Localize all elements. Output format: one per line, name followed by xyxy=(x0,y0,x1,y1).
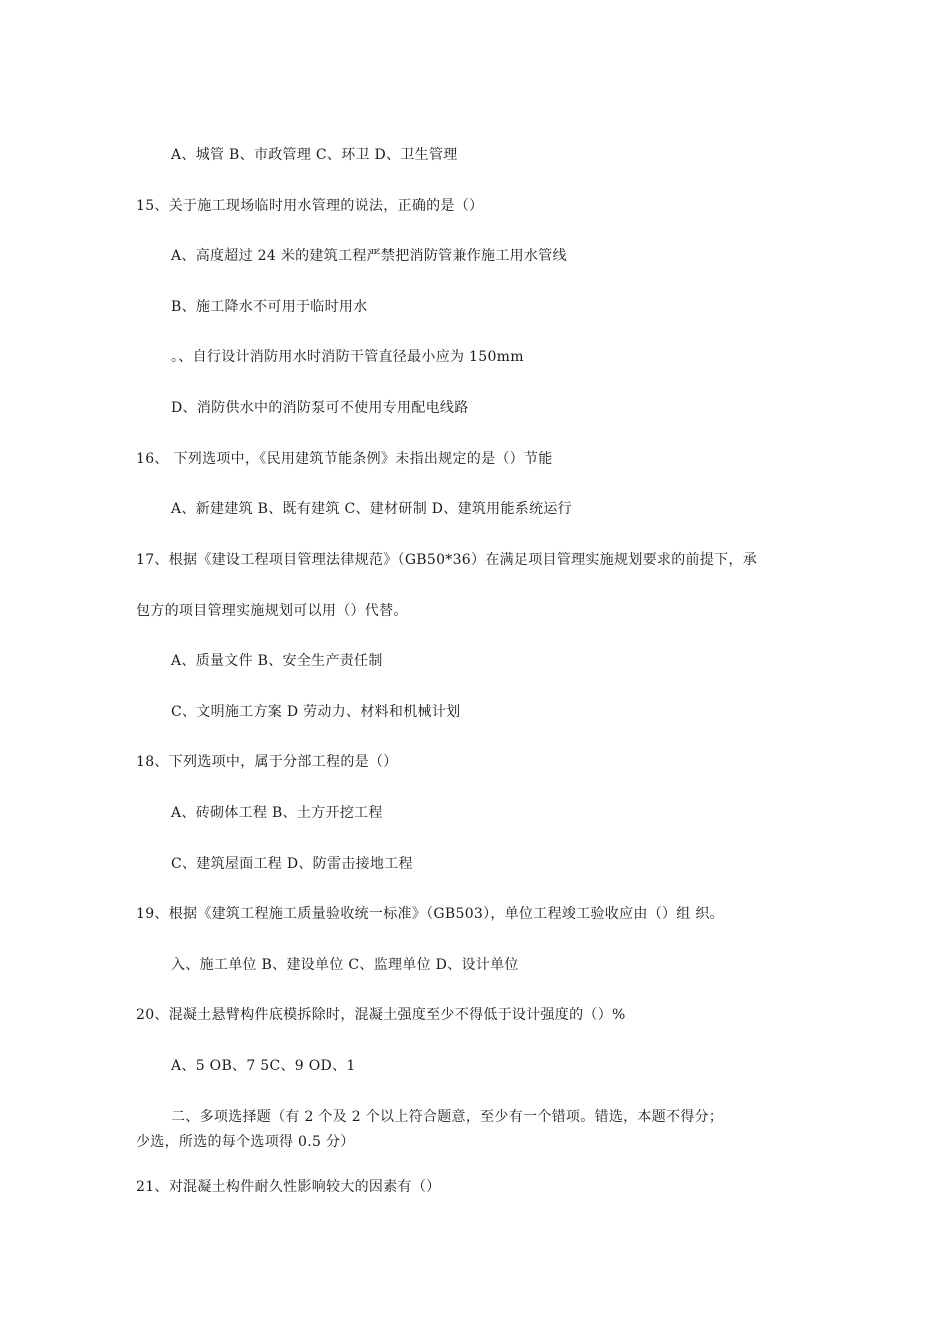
q19-question: 19、根据《建筑工程施工质量验收统一标准》（GB503），单位工程竣工验收应由（）组 织。 xyxy=(136,906,724,922)
q19-options: 入、施工单位 B、建设单位 C、监理单位 D、设计单位 xyxy=(171,957,519,973)
q15-option-d: D、消防供水中的消防泵可不使用专用配电线路 xyxy=(171,400,469,416)
q21-question: 21、对混凝土构件耐久性影响较大的因素有（） xyxy=(136,1179,441,1195)
q17-question-line2: 包方的项目管理实施规划可以用（）代替。 xyxy=(136,603,408,619)
q15-option-a: A、高度超过 24 米的建筑工程严禁把消防管兼作施工用水管线 xyxy=(171,248,567,264)
q15-question: 15、关于施工现场临时用水管理的说法，正确的是（） xyxy=(136,198,484,214)
q17-question-line1: 17、根据《建设工程项目管理法律规范》（GB50*36）在满足项目管理实施规划要求的前提下，承 xyxy=(136,552,758,568)
q18-question: 18、下列选项中，属于分部工程的是（） xyxy=(136,754,398,770)
q17-options-cd: C、文明施工方案 D 劳动力、材料和机械计划 xyxy=(171,704,461,720)
section-multiple-choice-note: 少选，所选的每个选项得 0.5 分） xyxy=(136,1134,355,1150)
q15-option-c: 。、自行设计消防用水时消防干管直径最小应为 150mm xyxy=(171,349,524,365)
q16-options: A、新建建筑 B、既有建筑 C、建材研制 D、建筑用能系统运行 xyxy=(171,501,572,517)
section-multiple-choice-heading: 二、多项选择题（有 2 个及 2 个以上符合题意，至少有一个错项。错选，本题不得分； xyxy=(171,1109,724,1125)
q18-options-cd: C、建筑屋面工程 D、防雷击接地工程 xyxy=(171,856,413,872)
q20-question: 20、混凝土悬臂构件底模拆除时，混凝土强度至少不得低于设计强度的（）% xyxy=(136,1007,626,1023)
q14-options: A、城管 B、市政管理 C、环卫 D、卫生管理 xyxy=(171,147,458,163)
q15-option-b: B、施工降水不可用于临时用水 xyxy=(171,299,368,315)
q16-question: 16、 下列选项中，《民用建筑节能条例》未指出规定的是（）节能 xyxy=(136,451,553,467)
q17-options-ab: A、质量文件 B、安全生产责任制 xyxy=(171,653,383,669)
q20-options: A、5 OB、7 5C、9 OD、1 xyxy=(171,1058,356,1074)
q18-options-ab: A、砖砌体工程 B、土方开挖工程 xyxy=(171,805,383,821)
